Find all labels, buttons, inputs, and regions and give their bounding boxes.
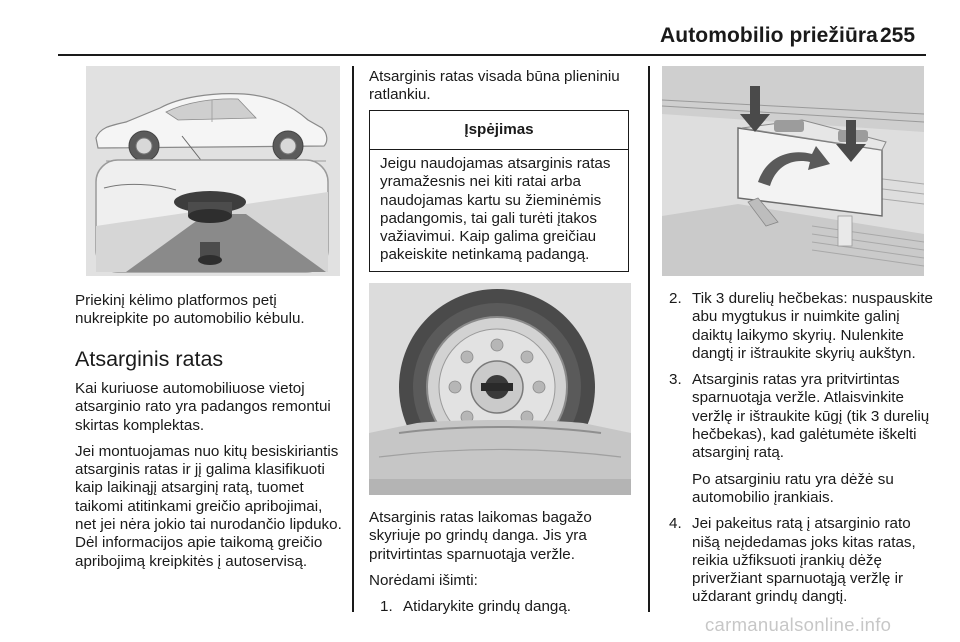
step-text: Atidarykite grindų dangą. xyxy=(403,598,572,616)
step-item xyxy=(666,515,934,606)
step-number: 2. xyxy=(669,290,682,307)
step-item xyxy=(377,598,641,616)
car-jack-drawing xyxy=(86,66,340,276)
spare-wheel-caption-text: Atsarginis ratas laikomas bagažo skyriuje po grindų danga. Jis yra pritvirtintas sparnuotąja veržle. xyxy=(369,509,592,563)
step-text: Jei pakeitus ratą į atsarginio rato nišą neįdedamas joks kitas ratas, reikia užfiksuoti įrankių dėžę priveržiant sparnuotąją veržlę ir uždarant grindų dangtį. xyxy=(692,515,916,606)
site-watermark: carmanualsonline.info xyxy=(705,614,892,635)
header-rule xyxy=(58,54,926,56)
spare-wheel-illustration xyxy=(369,283,631,495)
step-subnote: Po atsarginiu ratu yra dėžė su automobilio įrankiais. xyxy=(692,470,894,506)
paragraph-repair-kit: Kai kuriuose automobiliuose vietoj atsarginio rato yra padangos remontui skirtas komplektas. xyxy=(75,380,331,434)
procedure-continued xyxy=(666,290,934,615)
storage-compartment-drawing xyxy=(662,66,924,276)
removal-steps xyxy=(377,598,641,616)
step-number: 3. xyxy=(669,371,682,389)
column-divider-left xyxy=(352,66,354,612)
removal-label: Norėdami išimti: xyxy=(369,571,478,589)
paragraph-temporary-spare: Jei montuojamas nuo kitų besiskiriantis atsarginis ratas ir jį galima klasifikuoti kaip laikinąjį atsarginį ratą, tuomet taikomi atitinkami greičio apribojimai, net jei nėra jokio tai nurodančio lipduko. Dėl informacijos apie taikomą greičio apribojimą kreipkitės į autoservisą. xyxy=(75,442,342,570)
warning-text: Jeigu naudojamas atsarginis ratas yramažesnis nei kiti ratai arba naudojamas kartu su žieminėmis padangomis, tai gali turėti įtakos važiavimui. Kaip galima greičiau pakeiskite netinkamą padangą. xyxy=(380,155,611,264)
running-header-title: Automobilio priežiūra xyxy=(660,24,878,47)
steel-rim-text: Atsarginis ratas visada būna plieniniu ratlankiu. xyxy=(369,68,620,104)
spare-wheel-intro xyxy=(75,380,343,579)
step-number: 4. xyxy=(669,515,682,533)
spare-wheel-drawing xyxy=(369,283,631,495)
column-divider-right xyxy=(648,66,650,612)
procedure-steps xyxy=(666,290,934,607)
jack-caption-text: Priekinį kėlimo platformos petį nukreipkite po automobilio kėbulu. xyxy=(75,292,305,328)
spare-wheel-caption xyxy=(369,509,641,624)
storage-compartment-illustration xyxy=(662,66,924,276)
step-number: 1. xyxy=(380,598,393,616)
jack-position-illustration xyxy=(86,66,340,276)
section-heading: Atsarginis ratas xyxy=(75,347,224,371)
step-item xyxy=(666,290,934,363)
warning-box xyxy=(369,110,629,272)
step-text: Tik 3 durelių hečbekas: nuspauskite abu mygtukus ir nuimkite galinį daiktų laikymo skyrių. Nulenkite dangtį ir ištraukite skyrių aukštyn. xyxy=(692,290,933,362)
page-number: 255 xyxy=(880,24,916,47)
jack-caption xyxy=(75,292,343,337)
step-item xyxy=(666,371,934,507)
warning-title: Įspėjimas xyxy=(370,111,628,150)
step-text: Atsarginis ratas yra pritvirtintas sparnuotąja veržle. Atlaisvinkite veržlę ir ištraukite kūgį (tik 3 durelių hečbekas), kad galėtumėte iškelti atsarginį ratą. xyxy=(692,371,930,462)
steel-rim-note xyxy=(369,68,641,113)
